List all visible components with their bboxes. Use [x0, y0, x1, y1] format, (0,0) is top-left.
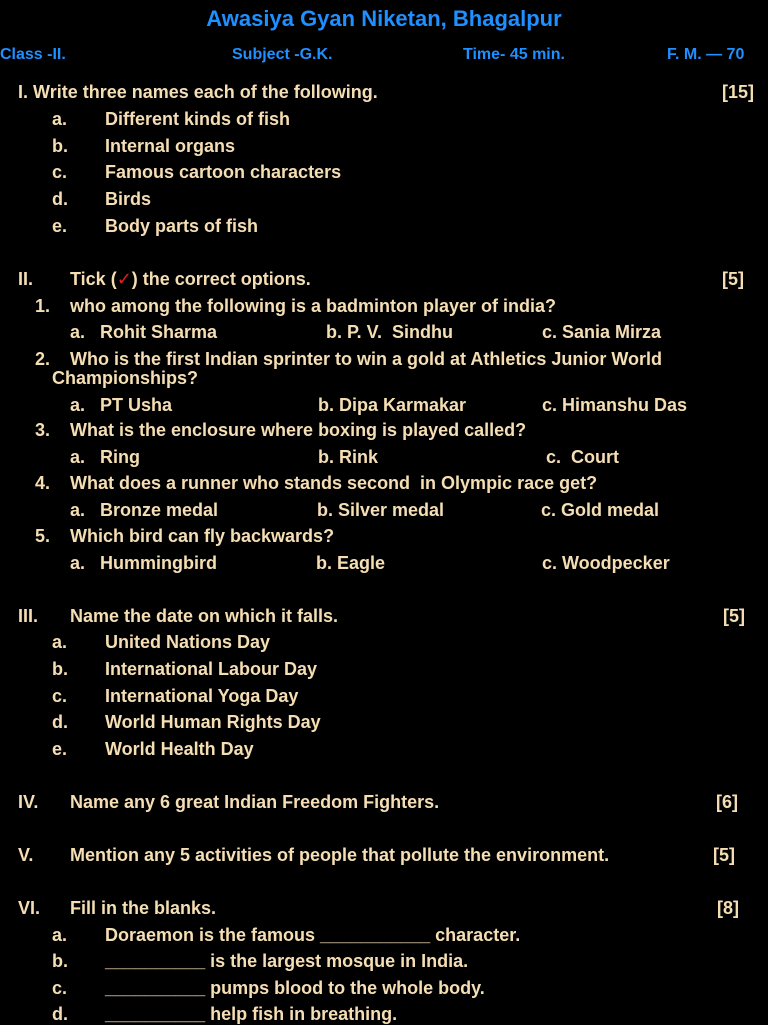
option-b[interactable]: b. P. V. Sindhu — [326, 322, 454, 342]
section-5-number: V. — [18, 845, 34, 865]
section-1-item-text: Birds — [105, 189, 152, 209]
section-4-title: Name any 6 great Indian Freedom Fighters. — [70, 792, 440, 812]
section-6-item-letter: c. — [52, 978, 68, 998]
option-c[interactable]: c. Court — [546, 447, 620, 467]
question-text: Which bird can fly backwards? — [70, 526, 335, 546]
section-6-title: Fill in the blanks. — [70, 898, 217, 918]
question-number: 1. — [35, 296, 51, 316]
option-b[interactable]: b. Silver medal — [317, 500, 445, 520]
section-3-item-text: International Labour Day — [105, 659, 318, 679]
option-a[interactable]: a. Ring — [70, 447, 141, 467]
option-a[interactable]: a. Hummingbird — [70, 553, 218, 573]
question-text: Who is the first Indian sprinter to win a gold at Athletics Junior World — [70, 349, 663, 369]
question-number: 5. — [35, 526, 51, 546]
option-c[interactable]: c. Gold medal — [541, 500, 660, 520]
question-text: What does a runner who stands second in Olympic race get? — [70, 473, 598, 493]
section-3-item-text: International Yoga Day — [105, 686, 299, 706]
section-2-number: II. — [18, 269, 34, 289]
question-number: 3. — [35, 420, 51, 440]
section-4-number: IV. — [18, 792, 39, 812]
option-a[interactable]: a. Bronze medal — [70, 500, 219, 520]
option-b[interactable]: b. Rink — [318, 447, 379, 467]
fill-blank-text: __________ help fish in breathing. — [105, 1004, 398, 1024]
question-text: What is the enclosure where boxing is played called? — [70, 420, 527, 440]
fill-blank-text: Doraemon is the famous ___________ character. — [105, 925, 521, 945]
option-b[interactable]: b. Eagle — [316, 553, 386, 573]
option-c[interactable]: c. Himanshu Das — [542, 395, 688, 415]
section-3-item-letter: b. — [52, 659, 68, 679]
section-2-title — [70, 269, 311, 290]
section-3-item-letter: c. — [52, 686, 68, 706]
section-5-marks: [5] — [713, 845, 735, 865]
section-3-number: III. — [18, 606, 39, 626]
question-text-continued: Championships? — [52, 368, 199, 388]
section-1-item-letter: d. — [52, 189, 68, 209]
question-text: who among the following is a badminton player of india? — [70, 296, 557, 316]
full-marks-label: F. M. — 70 — [667, 46, 745, 63]
section-2-title-start: Tick ( — [70, 269, 117, 289]
section-2-marks: [5] — [722, 269, 744, 289]
section-1-title: Write three names each of the following. — [33, 82, 378, 102]
section-5-title: Mention any 5 activities of people that pollute the environment. — [70, 845, 610, 865]
section-3-item-text: World Health Day — [105, 739, 254, 759]
section-3-item-text: World Human Rights Day — [105, 712, 321, 732]
section-1-item-letter: b. — [52, 136, 68, 156]
question-number: 2. — [35, 349, 51, 369]
section-1-item-text: Famous cartoon characters — [105, 162, 342, 182]
option-c[interactable]: c. Woodpecker — [542, 553, 670, 573]
section-1-item-letter: c. — [52, 162, 68, 182]
section-1-number: I. — [18, 82, 29, 102]
section-1-item-text: Body parts of fish — [105, 216, 259, 236]
section-3-marks: [5] — [723, 606, 745, 626]
section-3-item-letter: e. — [52, 739, 68, 759]
option-b[interactable]: b. Dipa Karmakar — [318, 395, 467, 415]
option-c[interactable]: c. Sania Mirza — [542, 322, 662, 342]
section-6-item-letter: d. — [52, 1004, 68, 1024]
section-3-item-text: United Nations Day — [105, 632, 271, 652]
section-2-title-end: ) the correct options. — [131, 269, 311, 289]
checkmark-icon: ✓ — [116, 269, 132, 289]
section-1-item-text: Different kinds of fish — [105, 109, 291, 129]
section-6-item-letter: a. — [52, 925, 68, 945]
option-a[interactable]: a. Rohit Sharma — [70, 322, 218, 342]
section-1-marks: [15] — [722, 82, 755, 102]
section-3-item-letter: d. — [52, 712, 68, 732]
section-3-item-letter: a. — [52, 632, 68, 652]
section-6-item-letter: b. — [52, 951, 68, 971]
subject-label: Subject -G.K. — [232, 46, 333, 63]
section-1-item-letter: a. — [52, 109, 68, 129]
school-title: Awasiya Gyan Niketan, Bhagalpur — [206, 6, 562, 31]
section-6-number: VI. — [18, 898, 41, 918]
section-6-marks: [8] — [717, 898, 739, 918]
section-4-marks: [6] — [716, 792, 738, 812]
fill-blank-text: __________ pumps blood to the whole body. — [105, 978, 485, 998]
fill-blank-text: __________ is the largest mosque in India. — [105, 951, 469, 971]
section-1-item-letter: e. — [52, 216, 68, 236]
option-a[interactable]: a. PT Usha — [70, 395, 173, 415]
class-label: Class -II. — [0, 46, 66, 63]
section-3-title: Name the date on which it falls. — [70, 606, 339, 626]
time-label: Time- 45 min. — [463, 46, 565, 63]
question-number: 4. — [35, 473, 51, 493]
section-1-heading — [18, 82, 378, 103]
section-1-item-text: Internal organs — [105, 136, 236, 156]
